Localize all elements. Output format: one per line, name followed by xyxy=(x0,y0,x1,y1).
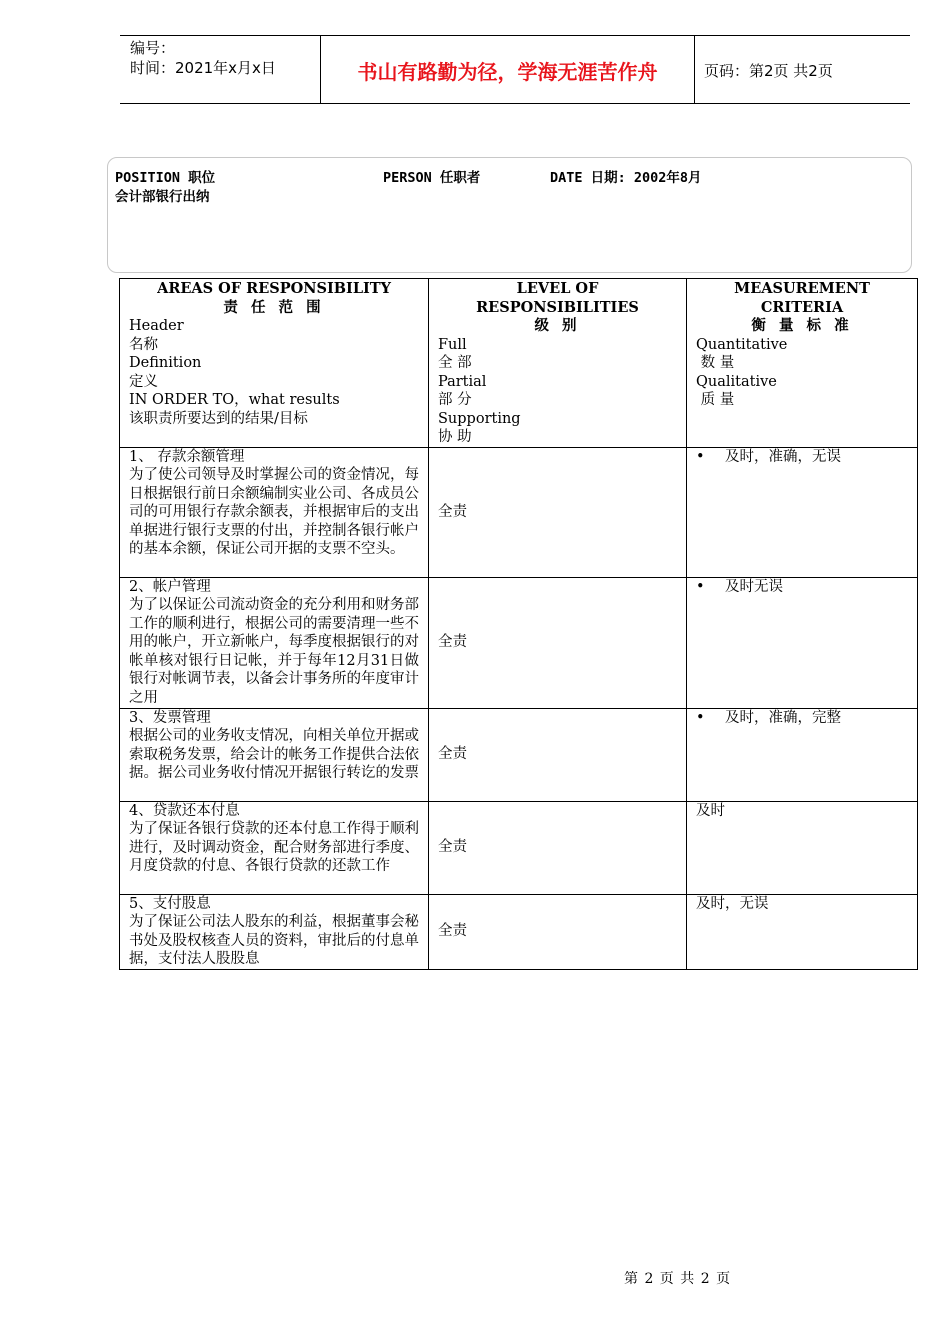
column-line: 名称 xyxy=(129,336,158,353)
header-page-label: 页码：第2页 共2页 xyxy=(704,62,833,80)
column-line: IN ORDER TO，what results xyxy=(129,392,340,408)
date-label: DATE 日期: 2002年8月 xyxy=(550,170,702,186)
column-line: Definition xyxy=(129,355,202,371)
column-line: Supporting xyxy=(438,410,521,427)
column-subtitle: 责 任 范 围 xyxy=(223,298,325,316)
table-header-row xyxy=(120,279,918,448)
row-text: 为了保证各银行贷款的还本付息工作得于顺利进行，及时调动资金，配合财务部进行季度、月度贷款的付息、各银行贷款的还款工作 xyxy=(129,821,419,874)
column-title: MEASUREMENT CRITERIA xyxy=(734,280,870,316)
table-row xyxy=(120,447,918,577)
column-line: 部 分 xyxy=(438,392,472,408)
header-cell-criteria xyxy=(687,279,918,448)
column-line: 该职责所要达到的结果/目标 xyxy=(129,410,308,427)
column-line: 质 量 xyxy=(696,392,735,408)
table-row xyxy=(120,894,918,969)
row-text: 为了使公司领导及时掌握公司的资金情况，每日根据银行前日余额编制实业公司、各成员公司的可用银行存款余额表，并根据审后的支出单据进行银行支票的付出，并控制各银行帐户的基本余额，保证公司开据的支票不空头。 xyxy=(129,467,419,557)
column-line: 全 部 xyxy=(438,355,472,371)
level-cell: 全责 xyxy=(429,447,687,577)
area-cell xyxy=(120,447,429,577)
criteria-cell xyxy=(687,577,918,708)
page-footer: 第 2 页 共 2 页 xyxy=(624,1271,732,1287)
bullet-icon: • xyxy=(696,448,705,465)
criteria-cell xyxy=(687,447,918,577)
table-row xyxy=(120,708,918,801)
column-line: Full xyxy=(438,336,467,353)
time-label: 时间：2021年x月x日 xyxy=(130,59,276,77)
table-row xyxy=(120,577,918,708)
responsibility-table xyxy=(119,278,918,970)
header-divider-right xyxy=(694,36,695,103)
row-title: 5、支付股息 xyxy=(129,895,211,912)
level-cell: 全责 xyxy=(429,894,687,969)
person-label: PERSON 任职者 xyxy=(383,170,481,186)
table-row xyxy=(120,801,918,894)
column-line: Header xyxy=(129,318,184,334)
criteria-text: 及时，准确，无误 xyxy=(725,448,841,465)
row-title: 4、贷款还本付息 xyxy=(129,802,240,819)
bullet-icon: • xyxy=(696,578,705,595)
column-line: Qualitative xyxy=(696,373,777,390)
column-line: 数 量 xyxy=(696,355,735,371)
row-text: 根据公司的业务收支情况，向相关单位开据或索取税务发票，给会计的帐务工作提供合法依据。据公司业务收付情况开据银行转讫的发票 xyxy=(129,728,419,781)
column-line: Quantitative xyxy=(696,336,788,353)
row-title: 2、帐户管理 xyxy=(129,578,211,595)
number-label: 编号： xyxy=(130,39,176,57)
criteria-text: 及时无误 xyxy=(725,578,783,595)
header-motto: 书山有路勤为径，学海无涯苦作舟 xyxy=(357,60,658,84)
column-subtitle: 衡 量 标 准 xyxy=(751,317,853,334)
criteria-cell: 及时 xyxy=(687,801,918,894)
row-title: 3、发票管理 xyxy=(129,709,211,726)
bullet-icon: • xyxy=(696,709,705,726)
column-subtitle: 级 别 xyxy=(534,317,581,334)
row-title: 1、 存款余额管理 xyxy=(129,448,245,465)
criteria-cell: 及时，无误 xyxy=(687,894,918,969)
column-title: LEVEL OF RESPONSIBILITIES xyxy=(476,280,639,316)
column-title: AREAS OF RESPONSIBILITY xyxy=(157,280,391,297)
criteria-text: 及时，准确，完整 xyxy=(725,709,841,726)
level-cell: 全责 xyxy=(429,801,687,894)
page-header xyxy=(120,35,910,104)
criteria-cell xyxy=(687,708,918,801)
position-box xyxy=(107,157,912,273)
area-cell xyxy=(120,577,429,708)
column-line: 协 助 xyxy=(438,429,472,445)
header-cell-level xyxy=(429,279,687,448)
area-cell xyxy=(120,708,429,801)
header-meta xyxy=(130,38,320,78)
area-cell xyxy=(120,894,429,969)
level-cell: 全责 xyxy=(429,708,687,801)
column-line: 定义 xyxy=(129,373,158,390)
position-label: POSITION 职位 xyxy=(115,170,216,186)
level-cell: 全责 xyxy=(429,577,687,708)
position-value: 会计部银行出纳 xyxy=(115,189,210,205)
column-line: Partial xyxy=(438,373,487,390)
row-text: 为了保证公司法人股东的利益，根据董事会秘书处及股权核查人员的资料，审批后的付息单据，支付法人股股息 xyxy=(129,914,419,967)
header-cell-areas xyxy=(120,279,429,448)
row-text: 为了以保证公司流动资金的充分利用和财务部工作的顺利进行，根据公司的需要清理一些不用的帐户，开立新帐户，每季度根据银行的对帐单核对银行日记帐，并于每年12月31日做银行对帐调节表，以备会计事务所的年度审计之用 xyxy=(129,597,419,706)
area-cell xyxy=(120,801,429,894)
